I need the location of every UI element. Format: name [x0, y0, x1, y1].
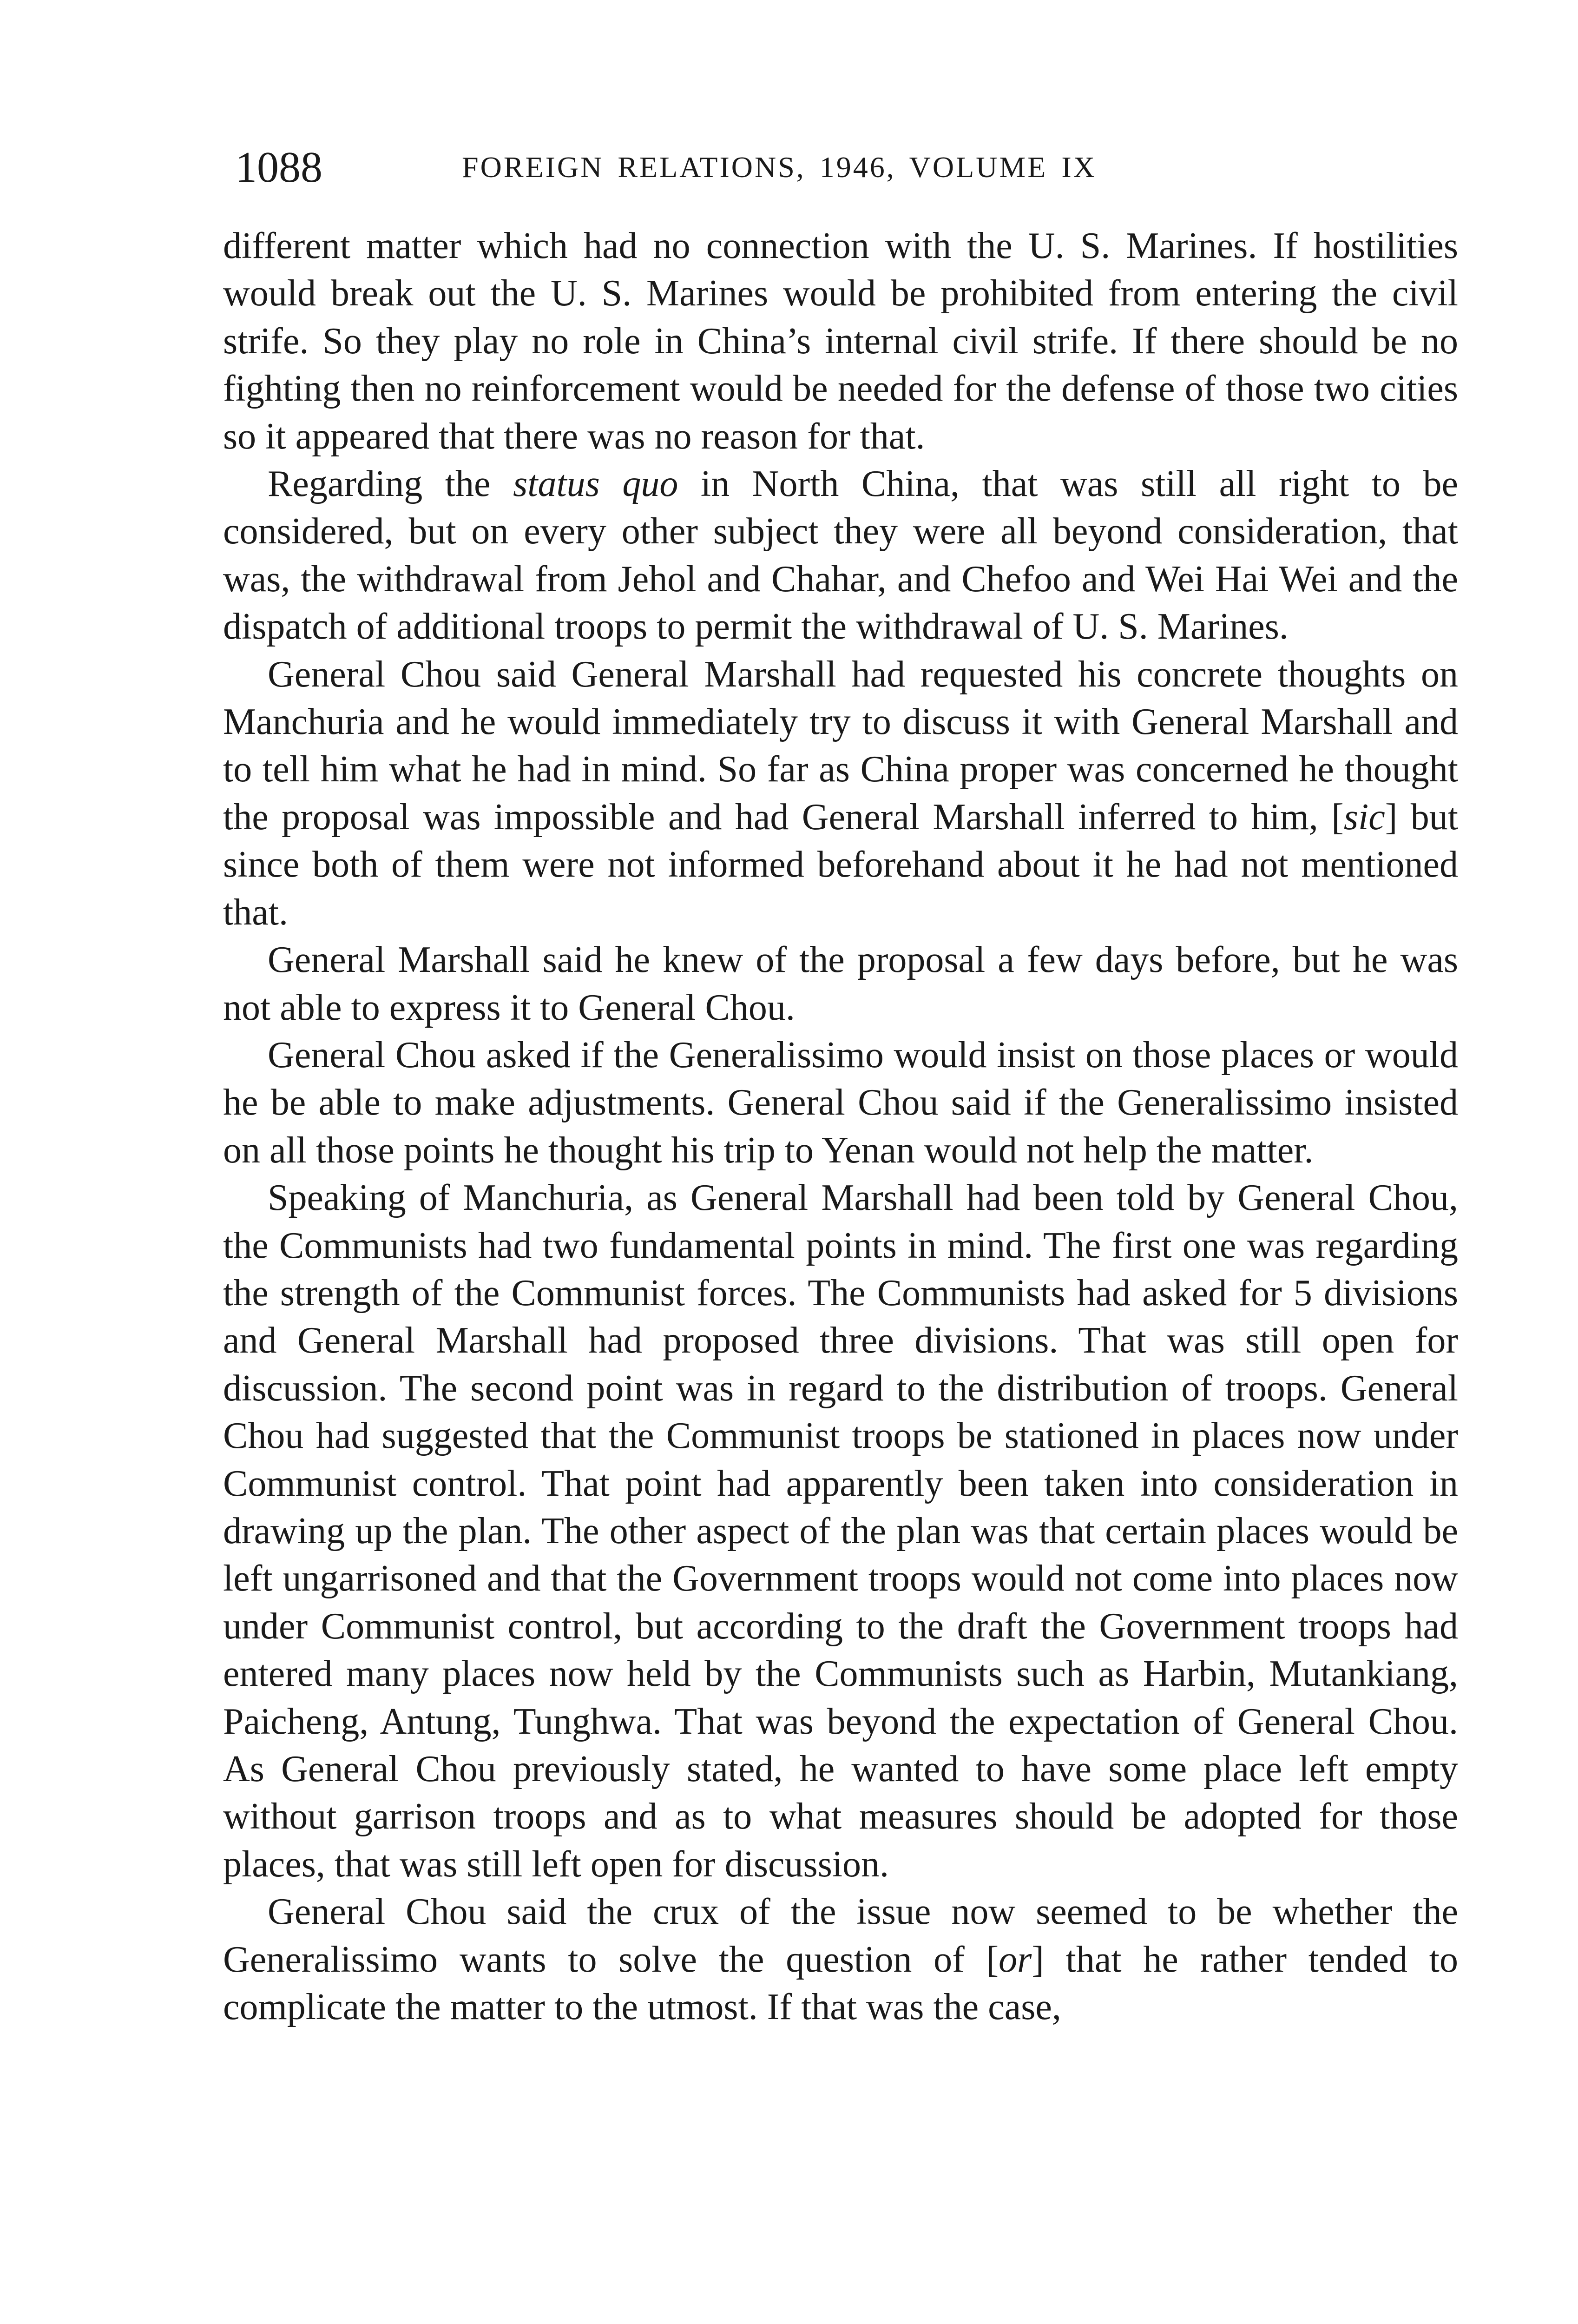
paragraph-4: General Marshall said he knew of the proposal a few days before, but he was not able to express it to General Chou.: [223, 939, 1458, 1028]
paragraph-3: [223, 651, 1458, 936]
paragraph-2: [223, 460, 1458, 651]
page-header: [235, 139, 1341, 195]
paragraph-2-italic: status quo: [513, 463, 678, 505]
paragraph-3-after: ] but since both of them were not informed beforehand about it he had not mentioned that.: [223, 796, 1458, 933]
paragraph-7-before: General Chou said the crux of the issue now seemed to be whether the Generalissimo wants to solve the question of [: [223, 1891, 1458, 1980]
paragraph-2-before: Regarding the: [268, 463, 513, 505]
paragraph-3-before: General Chou said General Marshall had requested his concrete thoughts on Manchuria and he would immediately try to discuss it with General Marshall and to tell him what he had in mind. So far as China proper was concerned he thought the proposal was impossible and had General Marshall inferred to him, [: [223, 654, 1458, 838]
paragraph-1: different matter which had no connection with the U. S. Marines. If hostilities would break out the U. S. Marines would be prohibited from entering the civil strife. So they play no role in China’s internal civil strife. If there should be no fighting then no reinforcement would be needed for the defense of those two cities so it appeared that there was no reason for that.: [223, 225, 1458, 457]
paragraph-7-italic: or: [999, 1939, 1032, 1980]
running-head: FOREIGN RELATIONS, 1946, VOLUME IX: [462, 151, 1097, 184]
body-text: [223, 222, 1458, 2031]
paragraph-3-italic: sic: [1343, 796, 1385, 838]
paragraph-7-after: ] that he rather tended to complicate the matter to the utmost. If that was the case,: [223, 1939, 1459, 2028]
paragraph-2-after: in North China, that was still all right to be considered, but on every other subject they were all beyond consideration, that was, the withdrawal from Jehol and Chahar, and Chefoo and Wei Hai Wei and the dispatch of additional troops to permit the withdrawal of U. S. Marines.: [223, 463, 1459, 647]
paragraph-7: [223, 1888, 1458, 2031]
page-number: 1088: [235, 143, 322, 191]
paragraph-5: General Chou asked if the Generalissimo would insist on those places or would he be able to make adjustments. General Chou said if the Generalissimo insisted on all those points he thought his trip to Yenan would not help the matter.: [223, 1034, 1458, 1171]
paragraph-6: Speaking of Manchuria, as General Marshall had been told by General Chou, the Communists had two fundamental points in mind. The first one was regarding the strength of the Communist forces. The Communists had asked for 5 divisions and General Marshall had proposed three divisions. That was still open for discussion. The second point was in regard to the distribution of troops. General Chou had suggested that the Communist troops be stationed in places now under Communist control. That point had apparently been taken into consideration in drawing up the plan. The other aspect of the plan was that certain places would be left ungarrisoned and that the Government troops would not come into places now under Communist control, but according to the draft the Government troops had entered many places now held by the Communists such as Harbin, Mutankiang, Paicheng, Antung, Tunghwa. That was beyond the expectation of General Chou. As General Chou previously stated, he wanted to have some place left empty without garrison troops and as to what measures should be adopted for those places, that was still left open for discussion.: [223, 1177, 1458, 1885]
